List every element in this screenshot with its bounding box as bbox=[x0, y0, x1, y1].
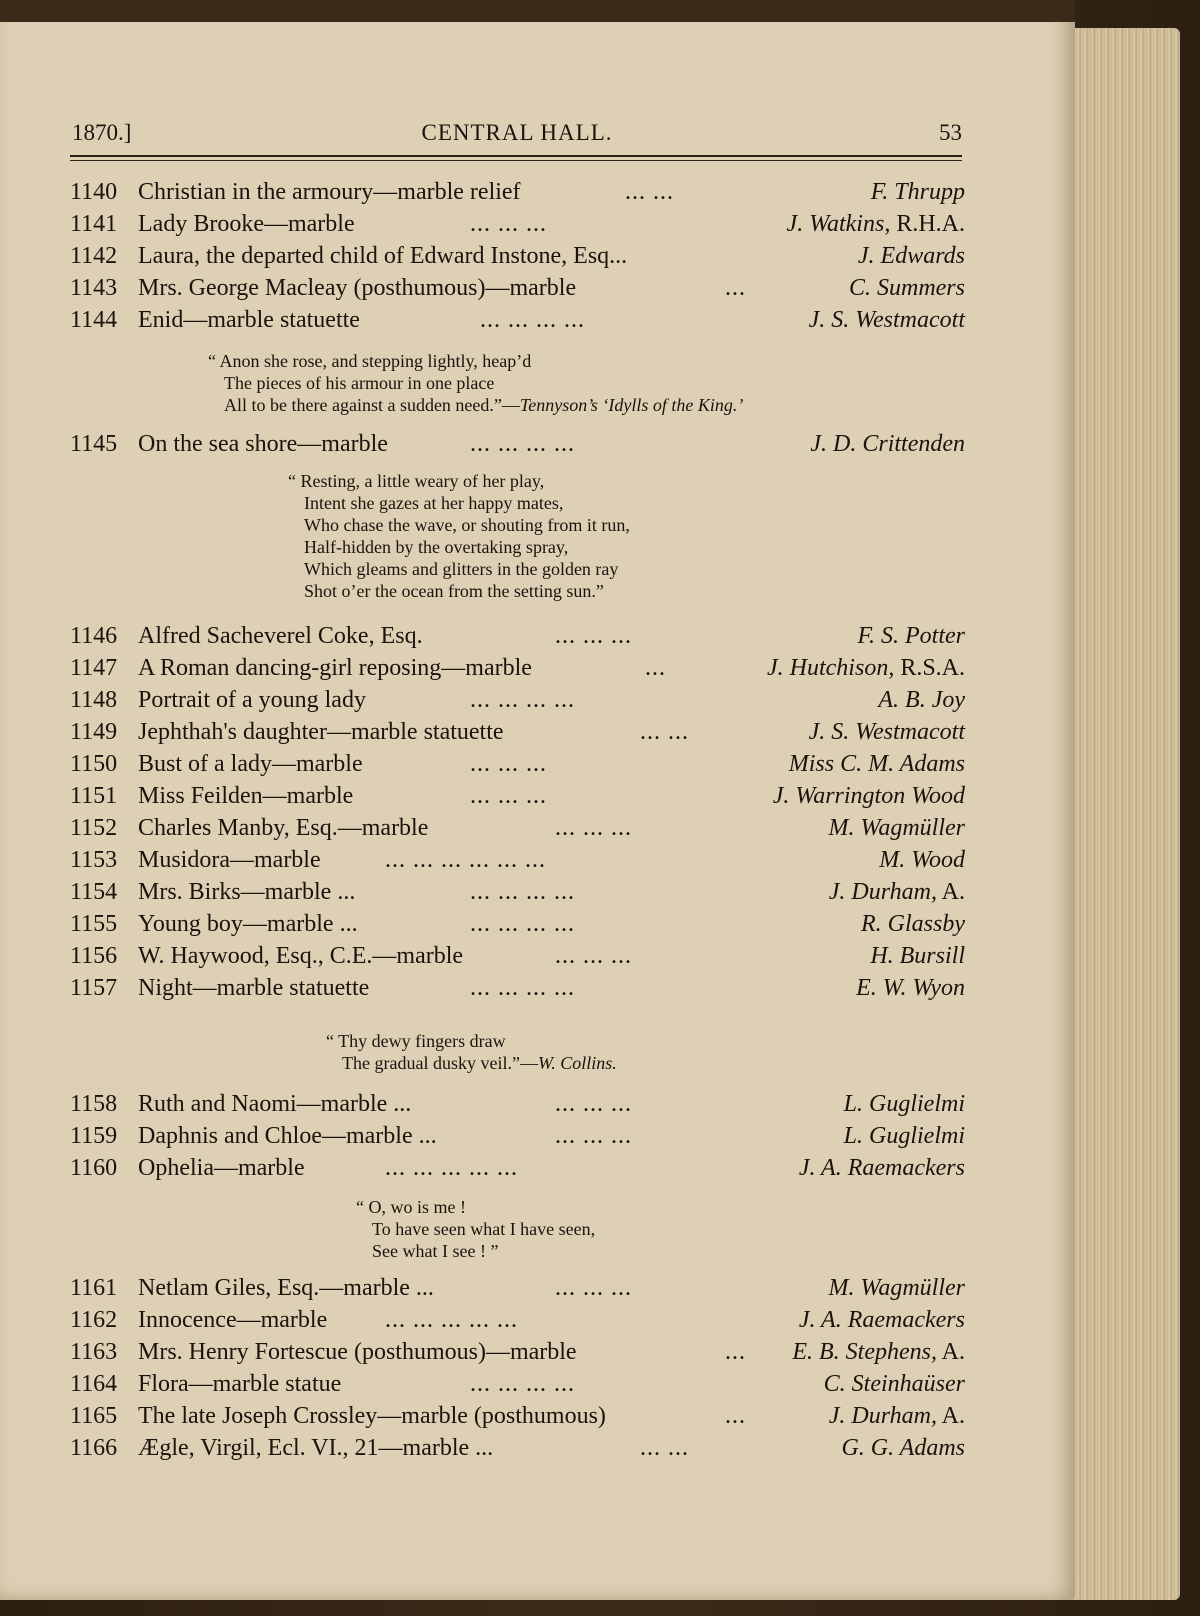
entry-number: 1157 bbox=[70, 975, 118, 1001]
entry-description: Mrs. Henry Fortescue (posthumous)—marble bbox=[138, 1339, 577, 1365]
entry-artist: J. Edwards bbox=[857, 243, 965, 269]
catalogue-entry bbox=[70, 620, 965, 652]
entry-artist: J. Watkins, R.H.A. bbox=[786, 211, 965, 237]
quote-line: “ Anon she rose, and stepping lightly, heap’d bbox=[208, 351, 532, 371]
entry-number: 1155 bbox=[70, 911, 118, 937]
quote-line: The gradual dusky veil.”—W. Collins. bbox=[342, 1053, 617, 1073]
entry-artist: F. Thrupp bbox=[870, 179, 965, 205]
catalogue-entry bbox=[70, 908, 965, 940]
quote-line: “ O, wo is me ! bbox=[356, 1197, 466, 1217]
entry-description: On the sea shore—marble bbox=[138, 431, 388, 457]
catalogue-entry bbox=[70, 240, 965, 272]
entry-artist: J. S. Westmacott bbox=[808, 719, 965, 745]
catalogue-entry bbox=[70, 1304, 965, 1336]
entry-number: 1164 bbox=[70, 1371, 118, 1397]
entry-leader-dots: ... bbox=[725, 1403, 746, 1429]
entry-number: 1148 bbox=[70, 687, 118, 713]
entry-artist: A. B. Joy bbox=[878, 687, 965, 713]
entry-description: Charles Manby, Esq.—marble bbox=[138, 815, 429, 841]
verse-quote bbox=[326, 1030, 617, 1074]
entry-number: 1160 bbox=[70, 1155, 118, 1181]
entry-leader-dots: ... ... ... ... bbox=[480, 307, 585, 333]
entry-leader-dots: ... ... ... bbox=[555, 815, 632, 841]
quote-line: Intent she gazes at her happy mates, bbox=[304, 493, 564, 513]
entry-leader-dots: ... ... bbox=[625, 179, 674, 205]
entry-artist: M. Wagmüller bbox=[828, 815, 965, 841]
entry-leader-dots: ... ... ... ... ... bbox=[385, 1155, 518, 1181]
entry-leader-dots: ... bbox=[725, 275, 746, 301]
entry-artist: H. Bursill bbox=[870, 943, 965, 969]
quote-line: Which gleams and glitters in the golden ray bbox=[304, 559, 619, 579]
entry-description: Night—marble statuette bbox=[138, 975, 370, 1001]
entry-number: 1165 bbox=[70, 1403, 118, 1429]
entry-number: 1141 bbox=[70, 211, 118, 237]
entry-number: 1159 bbox=[70, 1123, 118, 1149]
quote-line: All to be there against a sudden need.”—Tennyson’s ‘Idylls of the King.’ bbox=[224, 395, 744, 415]
entry-leader-dots: ... ... ... bbox=[470, 211, 547, 237]
entry-leader-dots: ... ... bbox=[640, 719, 689, 745]
entry-description: Innocence—marble bbox=[138, 1307, 328, 1333]
catalogue-entry bbox=[70, 304, 965, 336]
entry-leader-dots: ... ... ... bbox=[555, 1275, 632, 1301]
entry-number: 1140 bbox=[70, 179, 118, 205]
entry-leader-dots: ... bbox=[645, 655, 666, 681]
catalogue-entry bbox=[70, 972, 965, 1004]
header-title: CENTRAL HALL. bbox=[421, 120, 613, 145]
entry-number: 1142 bbox=[70, 243, 118, 269]
catalogue-entry bbox=[70, 684, 965, 716]
entry-leader-dots: ... ... ... ... bbox=[470, 1371, 575, 1397]
catalogue-entry bbox=[70, 428, 965, 460]
running-header bbox=[72, 112, 962, 152]
catalogue-entry bbox=[70, 1368, 965, 1400]
entry-artist: G. G. Adams bbox=[841, 1435, 965, 1461]
entry-leader-dots: ... bbox=[725, 1339, 746, 1365]
entry-number: 1166 bbox=[70, 1435, 118, 1461]
entry-leader-dots: ... ... bbox=[640, 1435, 689, 1461]
entry-artist: J. Durham, A. bbox=[828, 879, 965, 905]
catalogue-entry bbox=[70, 1088, 965, 1120]
page-fore-edge bbox=[1068, 28, 1180, 1600]
entry-number: 1158 bbox=[70, 1091, 118, 1117]
page-number: 53 bbox=[939, 120, 962, 145]
entry-artist: C. Summers bbox=[848, 275, 965, 301]
catalogue-entry bbox=[70, 748, 965, 780]
entry-description: Musidora—marble bbox=[138, 847, 321, 873]
entry-description: Lady Brooke—marble bbox=[138, 211, 355, 237]
entry-number: 1145 bbox=[70, 431, 118, 457]
entry-number: 1154 bbox=[70, 879, 118, 905]
entry-description: Ophelia—marble bbox=[138, 1155, 305, 1181]
verse-quote bbox=[288, 470, 630, 602]
entry-description: Netlam Giles, Esq.—marble ... bbox=[138, 1275, 434, 1301]
entry-artist: E. B. Stephens, A. bbox=[792, 1339, 965, 1365]
entry-artist: L. Guglielmi bbox=[843, 1123, 965, 1149]
entry-number: 1162 bbox=[70, 1307, 118, 1333]
entry-number: 1153 bbox=[70, 847, 118, 873]
quote-line: “ Resting, a little weary of her play, bbox=[288, 471, 545, 491]
catalogue-entry bbox=[70, 652, 965, 684]
catalogue-entry bbox=[70, 1336, 965, 1368]
entry-artist: E. W. Wyon bbox=[856, 975, 965, 1001]
entry-leader-dots: ... ... ... bbox=[555, 1123, 632, 1149]
entry-artist: J. Durham, A. bbox=[828, 1403, 965, 1429]
entry-number: 1156 bbox=[70, 943, 118, 969]
entry-artist: C. Steinhaüser bbox=[823, 1371, 965, 1397]
entry-artist: J. A. Raemackers bbox=[798, 1307, 965, 1333]
entry-number: 1143 bbox=[70, 275, 118, 301]
quote-line: See what I see ! ” bbox=[372, 1241, 499, 1261]
entry-description: Daphnis and Chloe—marble ... bbox=[138, 1123, 437, 1149]
entry-number: 1144 bbox=[70, 307, 118, 333]
quote-line: To have seen what I have seen, bbox=[372, 1219, 596, 1239]
entry-description: Bust of a lady—marble bbox=[138, 751, 363, 777]
entry-leader-dots: ... ... ... ... bbox=[470, 879, 575, 905]
entry-artist: M. Wood bbox=[879, 847, 965, 873]
quote-line: The pieces of his armour in one place bbox=[224, 373, 495, 393]
catalogue-entry bbox=[70, 780, 965, 812]
entry-leader-dots: ... ... ... bbox=[555, 943, 632, 969]
entry-number: 1146 bbox=[70, 623, 118, 649]
header-year: 1870.] bbox=[72, 120, 132, 145]
entry-artist: R. Glassby bbox=[861, 911, 965, 937]
catalogue-entry bbox=[70, 1152, 965, 1184]
entry-leader-dots: ... ... ... bbox=[470, 783, 547, 809]
entry-number: 1147 bbox=[70, 655, 118, 681]
entry-description: Ægle, Virgil, Ecl. VI., 21—marble ... bbox=[138, 1435, 494, 1461]
catalogue-entry bbox=[70, 176, 965, 208]
verse-quote bbox=[208, 350, 743, 416]
entry-leader-dots: ... ... ... ... bbox=[470, 911, 575, 937]
entry-description: W. Haywood, Esq., C.E.—marble bbox=[138, 943, 464, 969]
quote-line: Half-hidden by the overtaking spray, bbox=[304, 537, 569, 557]
entry-number: 1150 bbox=[70, 751, 118, 777]
quote-source: W. Collins. bbox=[537, 1053, 617, 1073]
entry-artist: J. Warrington Wood bbox=[772, 783, 965, 809]
entry-artist: J. D. Crittenden bbox=[810, 431, 965, 457]
catalogue-entry bbox=[70, 1400, 965, 1432]
entry-description: Laura, the departed child of Edward Instone, Esq... bbox=[138, 243, 628, 269]
entry-description: Young boy—marble ... bbox=[138, 911, 358, 937]
entry-description: Miss Feilden—marble bbox=[138, 783, 354, 809]
quote-line: “ Thy dewy fingers draw bbox=[326, 1031, 506, 1051]
quote-line: Who chase the wave, or shouting from it run, bbox=[304, 515, 630, 535]
entry-number: 1152 bbox=[70, 815, 118, 841]
entry-artist: L. Guglielmi bbox=[843, 1091, 965, 1117]
entry-artist: Miss C. M. Adams bbox=[788, 751, 965, 777]
entry-leader-dots: ... ... ... ... bbox=[470, 975, 575, 1001]
quote-source: Tennyson’s ‘Idylls of the King.’ bbox=[519, 395, 744, 415]
entry-artist: F. S. Potter bbox=[857, 623, 965, 649]
entry-artist: M. Wagmüller bbox=[828, 1275, 965, 1301]
entry-description: A Roman dancing-girl reposing—marble bbox=[138, 655, 532, 681]
quote-line: Shot o’er the ocean from the setting sun.” bbox=[304, 581, 604, 601]
entry-leader-dots: ... ... ... ... ... ... bbox=[385, 847, 546, 873]
header-rule bbox=[70, 155, 962, 157]
entry-number: 1161 bbox=[70, 1275, 118, 1301]
entry-leader-dots: ... ... ... bbox=[555, 623, 632, 649]
entry-description: The late Joseph Crossley—marble (posthumous) bbox=[138, 1403, 606, 1429]
entry-artist: J. Hutchison, R.S.A. bbox=[767, 655, 965, 681]
entry-leader-dots: ... ... ... ... bbox=[470, 431, 575, 457]
entry-leader-dots: ... ... ... ... ... bbox=[385, 1307, 518, 1333]
entry-description: Enid—marble statuette bbox=[138, 307, 360, 333]
entry-description: Mrs. Birks—marble ... bbox=[138, 879, 356, 905]
entry-description: Christian in the armoury—marble relief bbox=[138, 179, 521, 205]
catalogue-entry bbox=[70, 812, 965, 844]
catalogue-entry bbox=[70, 716, 965, 748]
catalogue-entry bbox=[70, 844, 965, 876]
catalogue-entry bbox=[70, 940, 965, 972]
entry-leader-dots: ... ... ... bbox=[555, 1091, 632, 1117]
entry-number: 1151 bbox=[70, 783, 118, 809]
catalogue-entry bbox=[70, 876, 965, 908]
catalogue-entry bbox=[70, 1272, 965, 1304]
entry-leader-dots: ... ... ... ... bbox=[470, 687, 575, 713]
entry-description: Alfred Sacheverel Coke, Esq. bbox=[138, 623, 423, 649]
entry-artist: J. S. Westmacott bbox=[808, 307, 965, 333]
entry-leader-dots: ... ... ... bbox=[470, 751, 547, 777]
entry-number: 1163 bbox=[70, 1339, 118, 1365]
entry-description: Flora—marble statue bbox=[138, 1371, 342, 1397]
catalogue-entry bbox=[70, 272, 965, 304]
entry-artist: J. A. Raemackers bbox=[798, 1155, 965, 1181]
catalogue-entry bbox=[70, 208, 965, 240]
entry-description: Ruth and Naomi—marble ... bbox=[138, 1091, 412, 1117]
catalogue-entry bbox=[70, 1120, 965, 1152]
catalogue-entry bbox=[70, 1432, 965, 1464]
entry-description: Jephthah's daughter—marble statuette bbox=[138, 719, 504, 745]
binding-strip bbox=[0, 0, 1075, 22]
header-rule-thin bbox=[70, 160, 962, 161]
entry-number: 1149 bbox=[70, 719, 118, 745]
entry-description: Mrs. George Macleay (posthumous)—marble bbox=[138, 275, 577, 301]
verse-quote bbox=[356, 1196, 595, 1262]
entry-description: Portrait of a young lady bbox=[138, 687, 366, 713]
